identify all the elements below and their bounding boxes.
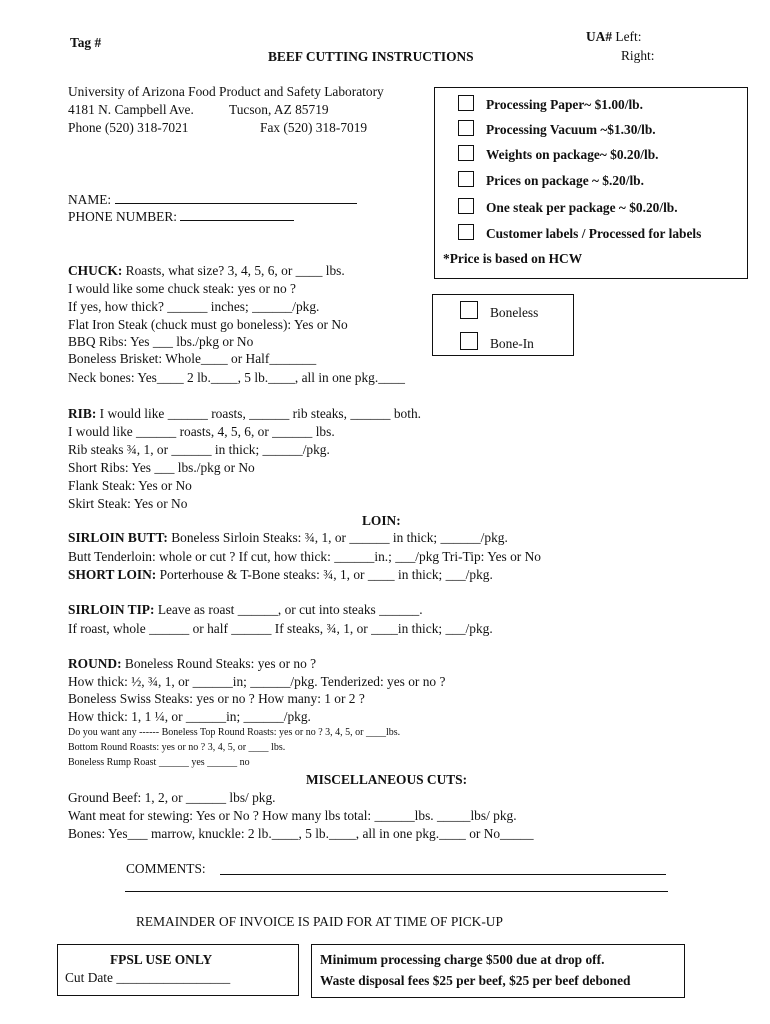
misc-cuts-heading: MISCELLANEOUS CUTS: — [306, 772, 468, 787]
swiss-steaks-line[interactable]: Boneless Swiss Steaks: yes or no ? How many: 1 or 2 ? — [68, 691, 365, 706]
checkbox[interactable] — [458, 198, 474, 214]
loin-heading: LOIN: — [362, 513, 401, 528]
waste-disposal-note: Waste disposal fees $25 per beef, $25 per beef deboned — [320, 973, 631, 988]
checkbox[interactable] — [460, 301, 478, 319]
customer-phone-field[interactable]: PHONE NUMBER: — [68, 208, 294, 225]
processing-vacuum-option[interactable]: Processing Vacuum ~$1.30/lb. — [458, 120, 656, 138]
round-steaks-line[interactable]: ROUND: Boneless Round Steaks: yes or no ? — [68, 656, 317, 671]
bottom-round-roasts-line[interactable]: Bottom Round Roasts: yes or no ? 3, 4, 5, or ____ lbs. — [68, 742, 286, 753]
checkbox[interactable] — [458, 224, 474, 240]
ua-left-label: UA# Left: — [586, 29, 642, 44]
prices-on-package-option[interactable]: Prices on package ~ $.20/lb. — [458, 171, 644, 189]
bones-line[interactable]: Bones: Yes___ marrow, knuckle: 2 lb.____, 5 lb.____, all in one pkg.____ or No_____ — [68, 826, 534, 841]
swiss-thickness-line[interactable]: How thick: 1, 1 ¼, or ______in; ______/pkg. — [68, 709, 311, 724]
bone-in-option[interactable]: Bone-In — [460, 332, 534, 352]
one-steak-per-package-option[interactable]: One steak per package ~ $0.20/lb. — [458, 198, 678, 216]
stewing-meat-line[interactable]: Want meat for stewing: Yes or No ? How many lbs total: ______lbs. _____lbs/ pkg. — [68, 808, 517, 823]
lab-city: Tucson, AZ 85719 — [229, 102, 329, 117]
fpsl-title: FPSL USE ONLY — [110, 952, 213, 967]
sirloin-tip-line[interactable]: SIRLOIN TIP: Leave as roast ______, or cut into steaks ______. — [68, 602, 423, 617]
bbq-ribs-line[interactable]: BBQ Ribs: Yes ___ lbs./pkg or No — [68, 334, 254, 349]
top-round-roasts-line[interactable]: Do you want any ------ Boneless Top Round Roasts: yes or no ? 3, 4, 5, or ____lbs. — [68, 727, 401, 738]
checkbox[interactable] — [458, 95, 474, 111]
neck-bones-line[interactable]: Neck bones: Yes____ 2 lb.____, 5 lb.____, all in one pkg.____ — [68, 370, 405, 385]
rib-roasts-steaks-line[interactable]: RIB: I would like ______ roasts, ______ rib steaks, ______ both. — [68, 406, 421, 421]
minimum-charge-note: Minimum processing charge $500 due at drop off. — [320, 952, 605, 967]
rump-roast-line[interactable]: Boneless Rump Roast ______ yes ______ no — [68, 757, 250, 768]
round-thickness-line[interactable]: How thick: ½, ¾, 1, or ______in; ______/pkg. Tenderized: yes or no ? — [68, 674, 446, 689]
tag-number-label: Tag # — [70, 35, 102, 50]
cut-date-field[interactable]: Cut Date _________________ — [65, 970, 231, 985]
skirt-steak-line[interactable]: Skirt Steak: Yes or No — [68, 496, 188, 511]
lab-name: University of Arizona Food Product and Safety Laboratory — [68, 84, 384, 99]
weights-on-package-option[interactable]: Weights on package~ $0.20/lb. — [458, 145, 659, 163]
lab-fax: Fax (520) 318-7019 — [260, 120, 368, 135]
checkbox[interactable] — [460, 332, 478, 350]
sirloin-butt-line[interactable]: SIRLOIN BUTT: Boneless Sirloin Steaks: ¾, 1, or ______ in thick; ______/pkg. — [68, 530, 508, 545]
form-title: BEEF CUTTING INSTRUCTIONS — [268, 49, 474, 64]
ground-beef-line[interactable]: Ground Beef: 1, 2, or ______ lbs/ pkg. — [68, 790, 276, 805]
butt-tenderloin-line[interactable]: Butt Tenderloin: whole or cut ? If cut, how thick: ______in.; ___/pkg Tri-Tip: Yes or No — [68, 549, 541, 564]
flat-iron-line[interactable]: Flat Iron Steak (chuck must go boneless): Yes or No — [68, 317, 348, 332]
short-ribs-line[interactable]: Short Ribs: Yes ___ lbs./pkg or No — [68, 460, 255, 475]
comments-label: COMMENTS: — [126, 861, 206, 876]
lab-phone: Phone (520) 318-7021 — [68, 120, 189, 135]
invoice-note: REMAINDER OF INVOICE IS PAID FOR AT TIME OF PICK-UP — [136, 914, 503, 929]
rib-steaks-line[interactable]: Rib steaks ¾, 1, or ______ in thick; ______/pkg. — [68, 442, 330, 457]
sirloin-tip-roast-line[interactable]: If roast, whole ______ or half ______ If steaks, ¾, 1, or ____in thick; ___/pkg. — [68, 621, 493, 636]
ua-right-label: Right: — [621, 48, 655, 63]
rib-roast-size-line[interactable]: I would like ______ roasts, 4, 5, 6, or ______ lbs. — [68, 424, 335, 439]
comments-field-line-1[interactable] — [220, 874, 666, 875]
lab-address: 4181 N. Campbell Ave. — [68, 102, 194, 117]
brisket-line[interactable]: Boneless Brisket: Whole____ or Half_______ — [68, 351, 317, 366]
chuck-thickness-line[interactable]: If yes, how thick? ______ inches; ______/pkg. — [68, 299, 320, 314]
short-loin-line[interactable]: SHORT LOIN: Porterhouse & T-Bone steaks: ¾, 1, or ____ in thick; ___/pkg. — [68, 567, 493, 582]
comments-field-line-2[interactable] — [125, 891, 668, 892]
flank-steak-line[interactable]: Flank Steak: Yes or No — [68, 478, 192, 493]
checkbox[interactable] — [458, 120, 474, 136]
checkbox[interactable] — [458, 171, 474, 187]
customer-labels-option[interactable]: Customer labels / Processed for labels — [458, 224, 701, 242]
checkbox[interactable] — [458, 145, 474, 161]
customer-name-field[interactable]: NAME: — [68, 191, 357, 208]
chuck-roasts-line[interactable]: CHUCK: Roasts, what size? 3, 4, 5, 6, or ____ lbs. — [68, 263, 345, 278]
boneless-option[interactable]: Boneless — [460, 301, 538, 321]
price-note: *Price is based on HCW — [443, 251, 583, 266]
chuck-steak-line[interactable]: I would like some chuck steak: yes or no ? — [68, 281, 296, 296]
processing-paper-option[interactable]: Processing Paper~ $1.00/lb. — [458, 95, 643, 113]
